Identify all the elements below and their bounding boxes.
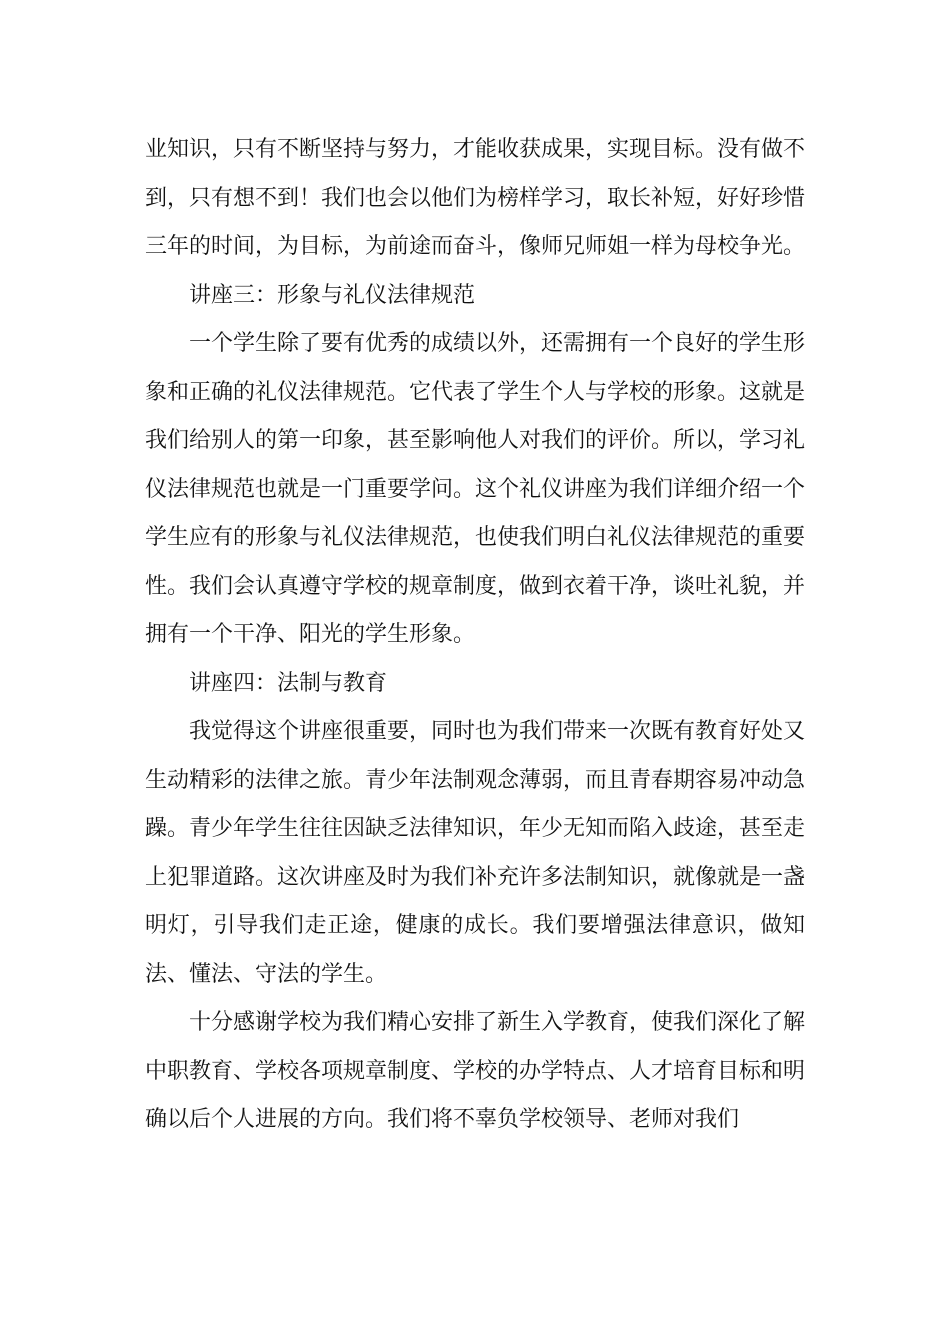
paragraph-continuation: 业知识，只有不断坚持与努力，才能收获成果，实现目标。没有做不到，只有想不到！我们也会以他们为榜样学习，取长补短，好好珍惜三年的时间，为目标，为前途而奋斗，像师兄师姐一样为母校争光。 — [145, 137, 806, 259]
document-body — [145, 126, 805, 1145]
section-heading-lecture-four: 讲座四：法制与教育 — [189, 670, 388, 696]
paragraph-law-education: 我觉得这个讲座很重要，同时也为我们带来一次既有教育好处又生动精彩的法律之旅。青少年法制观念薄弱，而且青春期容易冲动急躁。青少年学生往往因缺乏法律知识，年少无知而陷入歧途，甚至走上犯罪道路。这次讲座及时为我们补充许多法制知识，就像就是一盏明灯，引导我们走正途，健康的成长。我们要增强法律意识，做知法、懂法、守法的学生。 — [145, 719, 806, 987]
paragraph-etiquette: 一个学生除了要有优秀的成绩以外，还需拥有一个良好的学生形象和正确的礼仪法律规范。它代表了学生个人与学校的形象。这就是我们给别人的第一印象，甚至影响他人对我们的评价。所以，学习礼仪法律规范也就是一门重要学问。这个礼仪讲座为我们详细介绍一个学生应有的形象与礼仪法律规范，也使我们明白礼仪法律规范的重要性。我们会认真遵守学校的规章制度，做到衣着干净，谈吐礼貌，并拥有一个干净、阳光的学生形象。 — [145, 331, 806, 647]
paragraph-thanks: 十分感谢学校为我们精心安排了新生入学教育，使我们深化了解中职教育、学校各项规章制度、学校的办学特点、人才培育目标和明确以后个人进展的方向。我们将不辜负学校领导、老师对我们 — [145, 1010, 806, 1132]
section-heading-lecture-three: 讲座三：形象与礼仪法律规范 — [189, 282, 476, 308]
